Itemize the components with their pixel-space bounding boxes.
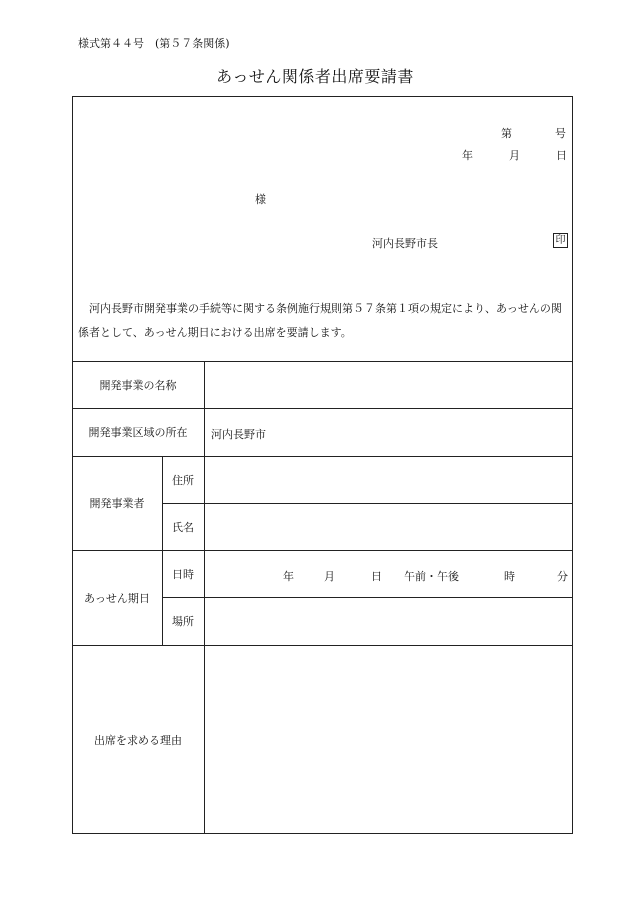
reason-label: 出席を求める理由: [94, 733, 182, 747]
date-year: 年: [462, 149, 473, 162]
project-name-label: 開発事業の名称: [99, 378, 177, 392]
date-day: 日: [556, 149, 567, 162]
recipient-suffix: 様: [255, 193, 266, 206]
form-number: 様式第４４号 (第５７条関係): [78, 37, 230, 50]
project-area-label: 開発事業区域の所在: [88, 426, 188, 439]
date-month: 月: [509, 149, 520, 162]
page-title: あっせん関係者出席要請書: [216, 67, 414, 86]
row-divider: [162, 503, 573, 504]
address-label: 住所: [172, 473, 194, 487]
seal-stamp: 印: [553, 233, 568, 248]
place-label: 場所: [172, 615, 194, 628]
datetime-year: 年: [283, 570, 294, 583]
datetime-day: 日: [371, 570, 382, 583]
issuer-name: 河内長野市長: [372, 237, 438, 250]
datetime-minute: 分: [557, 570, 568, 583]
request-text: 河内長野市開発事業の手続等に関する条例施行規則第５７条第１項の規定により、あっせんの関係者として、あっせん期日における出席を要請します。: [78, 302, 562, 339]
datetime-label: 日時: [172, 567, 194, 581]
developer-label: 開発事業者: [89, 497, 145, 510]
column-divider: [204, 361, 205, 834]
datetime-month: 月: [324, 570, 335, 583]
number-dai: 第: [501, 127, 512, 140]
name-label: 氏名: [172, 520, 194, 534]
number-go: 号: [555, 127, 566, 140]
row-divider: [162, 597, 573, 598]
datetime-hour: 時: [504, 570, 515, 583]
mediation-date-label: あっせん期日: [84, 591, 150, 605]
project-area-value: 河内長野市: [211, 428, 266, 441]
datetime-ampm: 午前・午後: [404, 570, 459, 583]
